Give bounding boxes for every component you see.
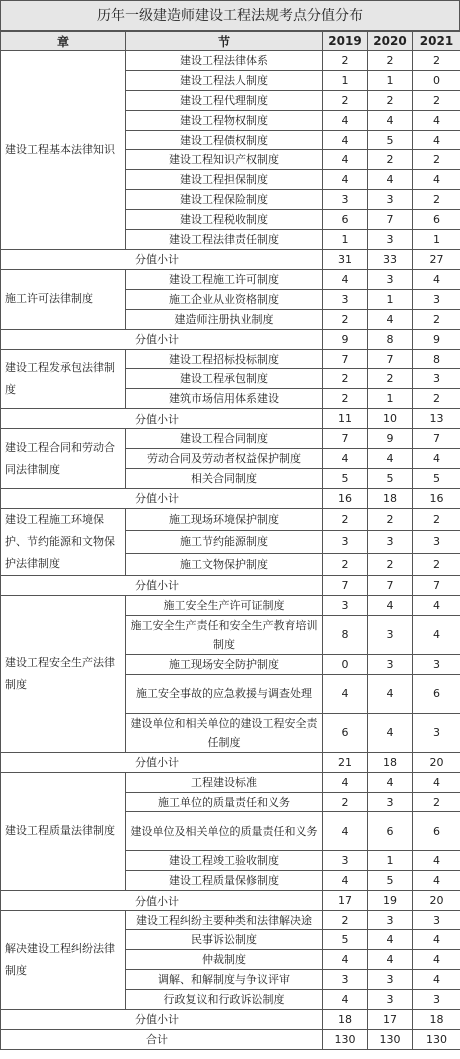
section-name: 建设工程质量保修制度 <box>126 871 323 891</box>
subtotal-cell: 11 <box>323 409 368 429</box>
section-name: 施工单位的质量责任和义务 <box>126 792 323 812</box>
section-name: 建设工程税收制度 <box>126 210 323 230</box>
score-cell: 3 <box>413 531 460 553</box>
score-cell: 3 <box>413 369 460 389</box>
subtotal-row <box>1 1009 460 1029</box>
score-cell: 3 <box>413 654 460 674</box>
subtotal-cell: 9 <box>323 329 368 349</box>
header-chapter: 章 <box>1 32 126 51</box>
score-cell: 4 <box>323 130 368 150</box>
score-cell: 4 <box>368 713 413 752</box>
subtotal-row <box>1 329 460 349</box>
score-cell: 1 <box>368 389 413 409</box>
score-cell: 3 <box>368 654 413 674</box>
table-body <box>1 51 460 1050</box>
score-cell: 3 <box>368 230 413 250</box>
subtotal-cell: 13 <box>413 409 460 429</box>
total-cell: 130 <box>413 1029 460 1049</box>
score-cell: 9 <box>368 429 413 449</box>
score-cell: 6 <box>413 210 460 230</box>
score-cell: 2 <box>368 553 413 575</box>
score-table <box>0 31 460 1050</box>
subtotal-cell: 18 <box>413 1009 460 1029</box>
score-cell: 5 <box>413 469 460 489</box>
score-cell: 2 <box>368 508 413 530</box>
section-name: 行政复议和行政诉讼制度 <box>126 989 323 1009</box>
subtotal-row <box>1 575 460 595</box>
section-name: 施工文物保护制度 <box>126 553 323 575</box>
section-name: 施工企业从业资格制度 <box>126 289 323 309</box>
section-name: 施工现场环境保护制度 <box>126 508 323 530</box>
section-name: 建设单位及相关单位的质量责任和义务 <box>126 812 323 851</box>
subtotal-cell: 17 <box>323 891 368 911</box>
score-cell: 4 <box>413 950 460 970</box>
section-name: 建设工程合同制度 <box>126 429 323 449</box>
score-cell: 4 <box>323 110 368 130</box>
total-cell: 130 <box>368 1029 413 1049</box>
score-cell: 1 <box>323 230 368 250</box>
score-cell: 1 <box>368 70 413 90</box>
subtotal-cell: 7 <box>323 575 368 595</box>
chapter-name: 建设工程基本法律知识 <box>1 51 126 250</box>
score-cell: 4 <box>323 989 368 1009</box>
score-cell: 4 <box>368 772 413 792</box>
score-cell: 1 <box>368 851 413 871</box>
score-cell: 4 <box>323 812 368 851</box>
section-name: 建设工程债权制度 <box>126 130 323 150</box>
score-cell: 4 <box>413 269 460 289</box>
score-cell: 5 <box>368 469 413 489</box>
chapter-name: 解决建设工程纠纷法律制度 <box>1 911 126 1010</box>
score-cell: 5 <box>368 130 413 150</box>
score-cell: 4 <box>413 595 460 615</box>
score-cell: 3 <box>323 190 368 210</box>
score-cell: 2 <box>323 508 368 530</box>
section-name: 建设工程保险制度 <box>126 190 323 210</box>
score-cell: 4 <box>413 110 460 130</box>
score-cell: 2 <box>323 389 368 409</box>
score-cell: 2 <box>368 369 413 389</box>
score-cell: 5 <box>323 930 368 950</box>
score-cell: 4 <box>413 851 460 871</box>
score-cell: 7 <box>413 429 460 449</box>
score-cell: 4 <box>368 674 413 713</box>
score-cell: 7 <box>323 349 368 369</box>
score-cell: 3 <box>413 289 460 309</box>
score-cell: 3 <box>368 190 413 210</box>
subtotal-label: 分值小计 <box>1 575 323 595</box>
section-name: 施工安全生产责任和安全生产教育培训制度 <box>126 615 323 654</box>
subtotal-label: 分值小计 <box>1 752 323 772</box>
score-cell: 3 <box>368 615 413 654</box>
score-cell: 4 <box>323 170 368 190</box>
score-cell: 5 <box>323 469 368 489</box>
total-row <box>1 1029 460 1049</box>
subtotal-cell: 7 <box>368 575 413 595</box>
subtotal-cell: 18 <box>323 1009 368 1029</box>
score-cell: 3 <box>413 713 460 752</box>
table-row <box>1 51 460 71</box>
section-name: 建筑市场信用体系建设 <box>126 389 323 409</box>
total-cell: 130 <box>323 1029 368 1049</box>
chapter-name: 建设工程安全生产法律制度 <box>1 595 126 752</box>
score-cell: 4 <box>368 930 413 950</box>
section-name: 建设工程法人制度 <box>126 70 323 90</box>
subtotal-cell: 18 <box>368 752 413 772</box>
section-name: 建设工程纠纷主要种类和法律解决途 <box>126 911 323 930</box>
header-2019: 2019 <box>323 32 368 51</box>
subtotal-label: 分值小计 <box>1 409 323 429</box>
section-name: 建设工程承包制度 <box>126 369 323 389</box>
section-name: 仲裁制度 <box>126 950 323 970</box>
table-row <box>1 911 460 930</box>
chapter-name: 建设工程发承包法律制度 <box>1 349 126 409</box>
score-cell: 4 <box>368 110 413 130</box>
table-row <box>1 269 460 289</box>
section-name: 调解、和解制度与争议评审 <box>126 970 323 990</box>
score-cell: 4 <box>413 930 460 950</box>
subtotal-label: 分值小计 <box>1 329 323 349</box>
subtotal-cell: 10 <box>368 409 413 429</box>
score-cell: 6 <box>413 812 460 851</box>
score-cell: 2 <box>413 389 460 409</box>
score-cell: 3 <box>368 269 413 289</box>
subtotal-cell: 8 <box>368 329 413 349</box>
score-cell: 2 <box>413 309 460 329</box>
score-cell: 4 <box>368 309 413 329</box>
section-name: 施工节约能源制度 <box>126 531 323 553</box>
score-cell: 4 <box>413 170 460 190</box>
subtotal-cell: 17 <box>368 1009 413 1029</box>
score-cell: 5 <box>368 871 413 891</box>
subtotal-label: 分值小计 <box>1 891 323 911</box>
subtotal-cell: 16 <box>413 488 460 508</box>
score-cell: 4 <box>323 150 368 170</box>
score-cell: 2 <box>413 150 460 170</box>
subtotal-row <box>1 409 460 429</box>
subtotal-cell: 20 <box>413 891 460 911</box>
score-cell: 2 <box>323 309 368 329</box>
section-name: 建设工程担保制度 <box>126 170 323 190</box>
score-cell: 7 <box>323 429 368 449</box>
header-section: 节 <box>126 32 323 51</box>
table-row <box>1 429 460 449</box>
section-name: 工程建设标准 <box>126 772 323 792</box>
score-cell: 2 <box>413 792 460 812</box>
section-name: 建设工程法律责任制度 <box>126 230 323 250</box>
score-cell: 2 <box>323 51 368 71</box>
score-cell: 2 <box>323 911 368 930</box>
score-cell: 4 <box>368 950 413 970</box>
score-cell: 4 <box>413 130 460 150</box>
table-row <box>1 772 460 792</box>
score-cell: 4 <box>413 871 460 891</box>
chapter-name: 建设工程施工环境保护、节约能源和文物保护法律制度 <box>1 508 126 575</box>
section-name: 建设工程施工许可制度 <box>126 269 323 289</box>
chapter-name: 施工许可法律制度 <box>1 269 126 329</box>
score-cell: 8 <box>413 349 460 369</box>
score-cell: 8 <box>323 615 368 654</box>
score-cell: 4 <box>323 674 368 713</box>
page-title: 历年一级建造师建设工程法规考点分值分布 <box>0 0 460 31</box>
score-cell: 3 <box>323 970 368 990</box>
score-cell: 7 <box>368 210 413 230</box>
table-row <box>1 595 460 615</box>
score-cell: 2 <box>323 90 368 110</box>
subtotal-cell: 16 <box>323 488 368 508</box>
score-cell: 2 <box>413 508 460 530</box>
header-2020: 2020 <box>368 32 413 51</box>
score-cell: 1 <box>323 70 368 90</box>
score-cell: 3 <box>323 531 368 553</box>
section-name: 施工现场安全防护制度 <box>126 654 323 674</box>
subtotal-row <box>1 891 460 911</box>
score-cell: 2 <box>413 51 460 71</box>
score-cell: 2 <box>368 51 413 71</box>
subtotal-cell: 20 <box>413 752 460 772</box>
section-name: 劳动合同及劳动者权益保护制度 <box>126 449 323 469</box>
score-cell: 4 <box>413 772 460 792</box>
score-cell: 2 <box>323 792 368 812</box>
score-cell: 2 <box>413 553 460 575</box>
section-name: 建造师注册执业制度 <box>126 309 323 329</box>
score-cell: 4 <box>368 595 413 615</box>
subtotal-row <box>1 249 460 269</box>
subtotal-cell: 27 <box>413 249 460 269</box>
score-cell: 4 <box>323 449 368 469</box>
score-cell: 4 <box>323 772 368 792</box>
score-cell: 3 <box>323 851 368 871</box>
score-cell: 4 <box>413 970 460 990</box>
score-cell: 6 <box>323 210 368 230</box>
section-name: 建设工程法律体系 <box>126 51 323 71</box>
score-cell: 3 <box>413 989 460 1009</box>
score-cell: 3 <box>368 989 413 1009</box>
subtotal-cell: 21 <box>323 752 368 772</box>
table-row <box>1 349 460 369</box>
score-cell: 3 <box>368 911 413 930</box>
subtotal-cell: 9 <box>413 329 460 349</box>
score-cell: 7 <box>368 349 413 369</box>
header-2021: 2021 <box>413 32 460 51</box>
chapter-name: 建设工程质量法律制度 <box>1 772 126 891</box>
section-name: 施工安全事故的应急救援与调查处理 <box>126 674 323 713</box>
score-cell: 3 <box>368 792 413 812</box>
score-cell: 1 <box>413 230 460 250</box>
subtotal-cell: 31 <box>323 249 368 269</box>
section-name: 施工安全生产许可证制度 <box>126 595 323 615</box>
score-cell: 2 <box>413 90 460 110</box>
score-cell: 3 <box>368 970 413 990</box>
score-cell: 6 <box>368 812 413 851</box>
subtotal-label: 分值小计 <box>1 488 323 508</box>
subtotal-cell: 18 <box>368 488 413 508</box>
score-cell: 4 <box>413 615 460 654</box>
subtotal-row <box>1 488 460 508</box>
score-cell: 3 <box>368 531 413 553</box>
score-cell: 3 <box>323 289 368 309</box>
subtotal-cell: 33 <box>368 249 413 269</box>
score-cell: 4 <box>323 269 368 289</box>
score-cell: 4 <box>368 449 413 469</box>
header-row <box>1 32 460 51</box>
score-cell: 2 <box>413 190 460 210</box>
subtotal-cell: 19 <box>368 891 413 911</box>
table-row <box>1 508 460 530</box>
section-name: 相关合同制度 <box>126 469 323 489</box>
subtotal-label: 分值小计 <box>1 1009 323 1029</box>
score-cell: 2 <box>368 90 413 110</box>
chapter-name: 建设工程合同和劳动合同法律制度 <box>1 429 126 489</box>
subtotal-row <box>1 752 460 772</box>
subtotal-cell: 7 <box>413 575 460 595</box>
section-name: 建设工程招标投标制度 <box>126 349 323 369</box>
section-name: 民事诉讼制度 <box>126 930 323 950</box>
section-name: 建设单位和相关单位的建设工程安全责任制度 <box>126 713 323 752</box>
section-name: 建设工程物权制度 <box>126 110 323 130</box>
score-cell: 2 <box>323 369 368 389</box>
score-cell: 4 <box>323 871 368 891</box>
section-name: 建设工程竣工验收制度 <box>126 851 323 871</box>
score-cell: 0 <box>413 70 460 90</box>
total-label: 合计 <box>1 1029 323 1049</box>
section-name: 建设工程知识产权制度 <box>126 150 323 170</box>
score-cell: 2 <box>323 553 368 575</box>
score-cell: 4 <box>413 449 460 469</box>
score-cell: 4 <box>368 170 413 190</box>
score-cell: 6 <box>323 713 368 752</box>
score-cell: 1 <box>368 289 413 309</box>
score-cell: 3 <box>413 911 460 930</box>
score-cell: 4 <box>323 950 368 970</box>
score-cell: 0 <box>323 654 368 674</box>
score-cell: 6 <box>413 674 460 713</box>
section-name: 建设工程代理制度 <box>126 90 323 110</box>
score-cell: 3 <box>323 595 368 615</box>
score-cell: 2 <box>368 150 413 170</box>
subtotal-label: 分值小计 <box>1 249 323 269</box>
